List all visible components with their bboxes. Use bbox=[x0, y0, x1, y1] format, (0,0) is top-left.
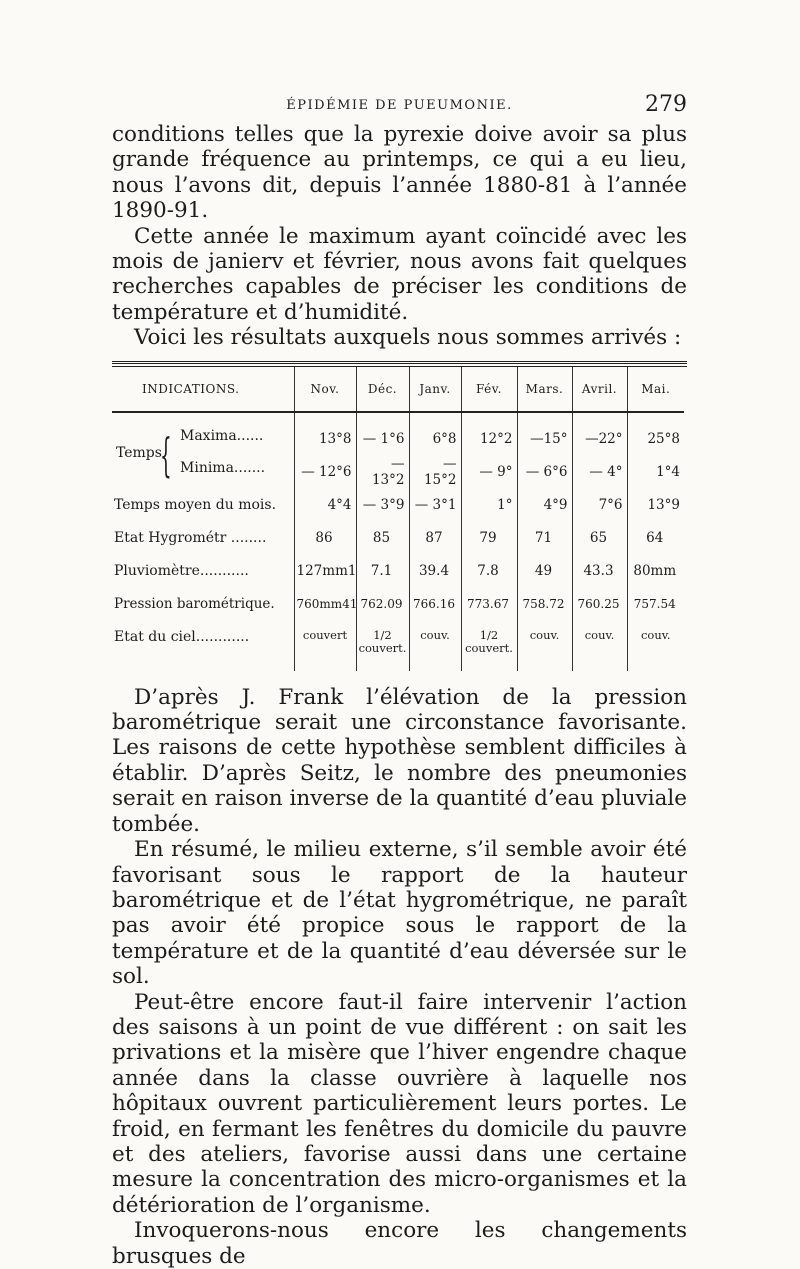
table-cell: couv. bbox=[572, 621, 627, 671]
table-cell: — 3°1 bbox=[409, 489, 461, 522]
table-cell: 87 bbox=[409, 522, 461, 555]
table-cell: 127mm1 bbox=[294, 555, 356, 588]
table-cell: 760mm41 bbox=[294, 588, 356, 621]
table-cell: 1° bbox=[461, 489, 517, 522]
table-cell: —22° bbox=[572, 423, 627, 456]
table-row bbox=[112, 489, 684, 522]
table-cell: 7.8 bbox=[461, 555, 517, 588]
column-header: Avril. bbox=[572, 367, 627, 412]
table-cell: 79 bbox=[461, 522, 517, 555]
table-cell: 71 bbox=[517, 522, 572, 555]
column-header: Janv. bbox=[409, 367, 461, 412]
table-cell: 7°6 bbox=[572, 489, 627, 522]
table-cell: 65 bbox=[572, 522, 627, 555]
running-header bbox=[112, 92, 687, 120]
table-cell: — 9° bbox=[461, 456, 517, 489]
table-row bbox=[112, 555, 684, 588]
table-cell: 757.54 bbox=[627, 588, 684, 621]
row-label: Temps moyen du mois. bbox=[114, 497, 277, 514]
paragraph: Voici les résultats auxquels nous sommes arrivés : bbox=[134, 325, 682, 351]
table-cell: — 4° bbox=[572, 456, 627, 489]
table-cell: 7.1 bbox=[356, 555, 409, 588]
paragraph: conditions telles que la pyrexie doive avoir sa plus grande fréquence au printemps, ce qui a eu lieu, nous l’avons dit, depuis l’année 1880-81 à l’année 1890-91. bbox=[112, 122, 687, 224]
row-label: Etat Hygrométr ........ bbox=[114, 530, 267, 547]
page-number: 279 bbox=[645, 92, 687, 117]
row-label: Maxima...... bbox=[180, 427, 264, 444]
running-title: ÉPIDÉMIE DE PUEUMONIE. bbox=[286, 98, 513, 113]
row-label: Pression barométrique. bbox=[114, 596, 275, 613]
table-cell: 766.16 bbox=[409, 588, 461, 621]
table-cell: 13°9 bbox=[627, 489, 684, 522]
table-row bbox=[112, 423, 684, 456]
table-cell: 1°4 bbox=[627, 456, 684, 489]
paragraph: Peut-être encore faut-il faire intervenir l’action des saisons à un point de vue différent : on sait les privations et la misère que l’hiver engendre chaque année dans la classe ouvrière à laquelle nos hôpitaux ouvrent particulièrement leurs portes. Le froid, en fermant les fenêtres du domicile du pauvre et des ateliers, favorise aussi dans une certaine mesure la concentration des micro-organismes et la détérioration de l’organisme. bbox=[112, 989, 687, 1218]
table-cell: 43.3 bbox=[572, 555, 627, 588]
table-row bbox=[112, 588, 684, 621]
paragraph: Cette année le maximum ayant coïncidé avec les mois de janierv et février, nous avons fait quelques recherches capables de préciser les conditions de température et d’humidité. bbox=[112, 223, 687, 325]
column-header: Fév. bbox=[461, 367, 517, 412]
table-cell: couvert bbox=[294, 621, 356, 671]
paragraph: En résumé, le milieu externe, s’il semble avoir été favorisant sous le rapport de la hauteur barométrique et de l’état hygrométrique, ne paraît pas avoir été propice sous le rapport de la température et de la quantité d’eau déversée sur le sol. bbox=[112, 837, 687, 990]
weather-table bbox=[112, 361, 687, 671]
table-cell: 49 bbox=[517, 555, 572, 588]
table-cell: 773.67 bbox=[461, 588, 517, 621]
table-cell: 80mm bbox=[627, 555, 684, 588]
column-header: Déc. bbox=[356, 367, 409, 412]
column-header: Nov. bbox=[294, 367, 356, 412]
table-cell: — 12°6 bbox=[294, 456, 356, 489]
table-cell: —13°2 bbox=[356, 456, 409, 489]
table-cell: 1/2 couvert. bbox=[356, 621, 409, 671]
table-cell: 64 bbox=[627, 522, 684, 555]
row-label: Pluviomètre........... bbox=[114, 563, 249, 580]
table-cell: 13°8 bbox=[294, 423, 356, 456]
brace-glyph: { bbox=[160, 427, 172, 482]
data-table bbox=[112, 367, 684, 671]
paragraph: D’après J. Frank l’élévation de la pression barométrique serait une circonstance favorisante. Les raisons de cette hypothèse semblent difficiles à établir. D’après Seitz, le nombre des pneumonies serait en raison inverse de la quantité d’eau pluviale tombée. bbox=[112, 684, 687, 837]
table-cell: 85 bbox=[356, 522, 409, 555]
table-row bbox=[112, 621, 684, 671]
table-cell: 39.4 bbox=[409, 555, 461, 588]
table-cell: —15° bbox=[517, 423, 572, 456]
book-page bbox=[112, 92, 687, 1269]
table-cell: 12°2 bbox=[461, 423, 517, 456]
table-header-row bbox=[112, 367, 684, 412]
paragraph: Invoquerons-nous encore les changements brusques de bbox=[112, 1218, 687, 1269]
row-label: Etat du ciel............ bbox=[114, 628, 250, 645]
table-top-rule bbox=[112, 361, 687, 364]
table-cell: 4°4 bbox=[294, 489, 356, 522]
table-cell: 762.09 bbox=[356, 588, 409, 621]
table-cell: 4°9 bbox=[517, 489, 572, 522]
table-cell: — 1°6 bbox=[356, 423, 409, 456]
table-cell: 1/2 couvert. bbox=[461, 621, 517, 671]
table-row bbox=[112, 522, 684, 555]
table-cell: couv. bbox=[517, 621, 572, 671]
table-cell: couv. bbox=[409, 621, 461, 671]
table-cell: — 6°6 bbox=[517, 456, 572, 489]
row-label: Minima....... bbox=[180, 459, 266, 476]
table-cell: 6°8 bbox=[409, 423, 461, 456]
column-header: Mai. bbox=[627, 367, 684, 412]
table-cell: —15°2 bbox=[409, 456, 461, 489]
row-label: Temps bbox=[116, 444, 162, 461]
table-cell: — 3°9 bbox=[356, 489, 409, 522]
table-cell: 86 bbox=[294, 522, 356, 555]
column-header: INDICATIONS. bbox=[142, 381, 240, 396]
table-cell: 760.25 bbox=[572, 588, 627, 621]
temps-cell bbox=[112, 423, 294, 489]
table-cell: 25°8 bbox=[627, 423, 684, 456]
table-cell: 758.72 bbox=[517, 588, 572, 621]
column-header: Mars. bbox=[517, 367, 572, 412]
table-cell: couv. bbox=[627, 621, 684, 671]
